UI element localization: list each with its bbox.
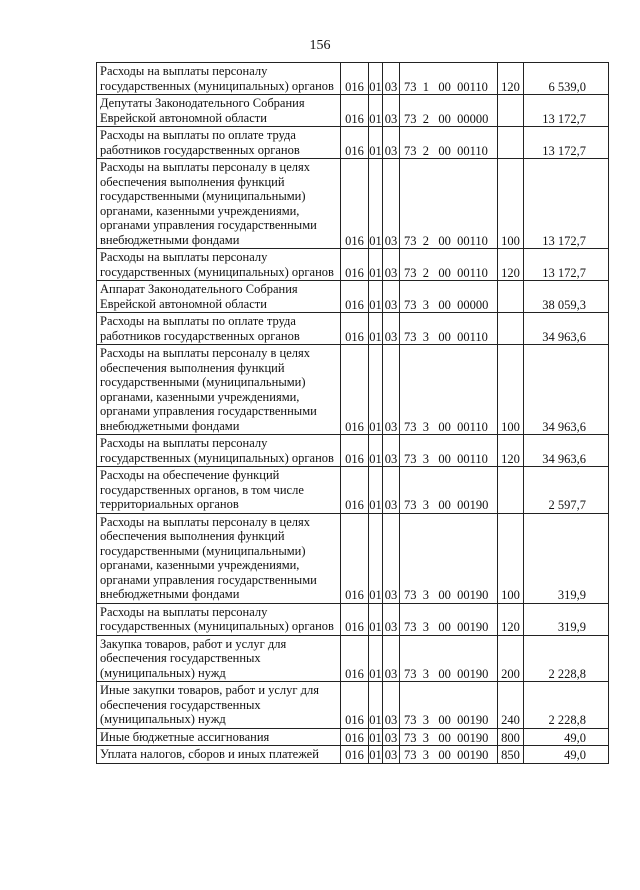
target-article-cell: 73 3 00 00190 [400,746,498,764]
expense-type-cell [498,313,524,345]
section-code-cell: 01 [369,127,383,159]
section-code-cell: 01 [369,249,383,281]
ved-code-cell: 016 [341,603,369,635]
subsection-code-cell: 03 [383,127,400,159]
subsection-code-cell: 03 [383,313,400,345]
amount-cell: 2 228,8 [524,682,609,729]
subsection-code-cell: 03 [383,345,400,435]
expense-type-cell: 100 [498,345,524,435]
subsection-code-cell: 03 [383,746,400,764]
expense-type-cell: 240 [498,682,524,729]
expense-type-cell: 100 [498,159,524,249]
target-article-cell: 73 3 00 00110 [400,435,498,467]
section-code-cell: 01 [369,467,383,514]
subsection-code-cell: 03 [383,635,400,682]
row-name-cell: Расходы на выплаты персоналу государственных (муниципальных) органов [97,435,341,467]
section-code-cell: 01 [369,682,383,729]
ved-code-cell: 016 [341,682,369,729]
row-name-cell: Расходы на выплаты по оплате труда работников государственных органов [97,127,341,159]
table-row [97,159,609,249]
section-code-cell: 01 [369,313,383,345]
table-row [97,249,609,281]
ved-code-cell: 016 [341,281,369,313]
subsection-code-cell: 03 [383,467,400,514]
table-row [97,682,609,729]
target-article-cell: 73 2 00 00110 [400,159,498,249]
row-name-cell: Расходы на выплаты персоналу в целях обеспечения выполнения функций государственными (муниципальными) органами, казенными учреждениями, органами управления государственными внебюджетными фондами [97,159,341,249]
row-name-cell: Аппарат Законодательного Собрания Еврейской автономной области [97,281,341,313]
expense-type-cell [498,127,524,159]
section-code-cell: 01 [369,281,383,313]
budget-table [96,62,609,764]
amount-cell: 13 172,7 [524,159,609,249]
expense-type-cell: 200 [498,635,524,682]
ved-code-cell: 016 [341,345,369,435]
table-row [97,513,609,603]
amount-cell: 319,9 [524,603,609,635]
row-name-cell: Расходы на выплаты персоналу в целях обеспечения выполнения функций государственными (муниципальными) органами, казенными учреждениями, органами управления государственными внебюджетными фондами [97,513,341,603]
section-code-cell: 01 [369,513,383,603]
row-name-cell: Расходы на выплаты персоналу государственных (муниципальных) органов [97,249,341,281]
amount-cell: 319,9 [524,513,609,603]
amount-cell: 2 228,8 [524,635,609,682]
target-article-cell: 73 3 00 00110 [400,345,498,435]
section-code-cell: 01 [369,63,383,95]
amount-cell: 6 539,0 [524,63,609,95]
table-row [97,467,609,514]
expense-type-cell: 120 [498,603,524,635]
section-code-cell: 01 [369,635,383,682]
subsection-code-cell: 03 [383,603,400,635]
ved-code-cell: 016 [341,95,369,127]
table-row [97,345,609,435]
table-row [97,281,609,313]
expense-type-cell: 120 [498,63,524,95]
ved-code-cell: 016 [341,513,369,603]
subsection-code-cell: 03 [383,513,400,603]
subsection-code-cell: 03 [383,682,400,729]
ved-code-cell: 016 [341,635,369,682]
expense-type-cell: 850 [498,746,524,764]
amount-cell: 13 172,7 [524,95,609,127]
table-row [97,635,609,682]
section-code-cell: 01 [369,728,383,746]
ved-code-cell: 016 [341,728,369,746]
row-name-cell: Депутаты Законодательного Собрания Еврейской автономной области [97,95,341,127]
expense-type-cell [498,95,524,127]
page-number: 156 [309,38,331,53]
table-row [97,313,609,345]
row-name-cell: Закупка товаров, работ и услуг для обеспечения государственных (муниципальных) нужд [97,635,341,682]
target-article-cell: 73 3 00 00110 [400,313,498,345]
row-name-cell: Расходы на выплаты персоналу государственных (муниципальных) органов [97,63,341,95]
ved-code-cell: 016 [341,435,369,467]
ved-code-cell: 016 [341,249,369,281]
expense-type-cell [498,281,524,313]
ved-code-cell: 016 [341,313,369,345]
ved-code-cell: 016 [341,127,369,159]
row-name-cell: Расходы на выплаты персоналу государственных (муниципальных) органов [97,603,341,635]
amount-cell: 13 172,7 [524,249,609,281]
row-name-cell: Расходы на выплаты персоналу в целях обеспечения выполнения функций государственными (муниципальными) органами, казенными учреждениями, органами управления государственными внебюджетными фондами [97,345,341,435]
section-code-cell: 01 [369,159,383,249]
amount-cell: 34 963,6 [524,345,609,435]
section-code-cell: 01 [369,603,383,635]
target-article-cell: 73 3 00 00000 [400,281,498,313]
target-article-cell: 73 3 00 00190 [400,513,498,603]
amount-cell: 34 963,6 [524,313,609,345]
target-article-cell: 73 2 00 00110 [400,127,498,159]
table-row [97,435,609,467]
table-row [97,746,609,764]
subsection-code-cell: 03 [383,249,400,281]
ved-code-cell: 016 [341,746,369,764]
table-row [97,127,609,159]
table-row [97,63,609,95]
expense-type-cell: 100 [498,513,524,603]
row-name-cell: Иные закупки товаров, работ и услуг для обеспечения государственных (муниципальных) нужд [97,682,341,729]
target-article-cell: 73 2 00 00000 [400,95,498,127]
ved-code-cell: 016 [341,159,369,249]
amount-cell: 2 597,7 [524,467,609,514]
expense-type-cell: 120 [498,435,524,467]
amount-cell: 49,0 [524,746,609,764]
amount-cell: 49,0 [524,728,609,746]
expense-type-cell: 120 [498,249,524,281]
amount-cell: 38 059,3 [524,281,609,313]
subsection-code-cell: 03 [383,281,400,313]
section-code-cell: 01 [369,435,383,467]
section-code-cell: 01 [369,345,383,435]
row-name-cell: Расходы на выплаты по оплате труда работников государственных органов [97,313,341,345]
section-code-cell: 01 [369,95,383,127]
target-article-cell: 73 3 00 00190 [400,728,498,746]
subsection-code-cell: 03 [383,159,400,249]
amount-cell: 13 172,7 [524,127,609,159]
table-body [97,63,609,764]
table-row [97,603,609,635]
expense-type-cell: 800 [498,728,524,746]
subsection-code-cell: 03 [383,728,400,746]
row-name-cell: Уплата налогов, сборов и иных платежей [97,746,341,764]
section-code-cell: 01 [369,746,383,764]
target-article-cell: 73 2 00 00110 [400,249,498,281]
table-row [97,728,609,746]
subsection-code-cell: 03 [383,435,400,467]
target-article-cell: 73 1 00 00110 [400,63,498,95]
amount-cell: 34 963,6 [524,435,609,467]
subsection-code-cell: 03 [383,95,400,127]
ved-code-cell: 016 [341,63,369,95]
expense-type-cell [498,467,524,514]
target-article-cell: 73 3 00 00190 [400,603,498,635]
subsection-code-cell: 03 [383,63,400,95]
target-article-cell: 73 3 00 00190 [400,467,498,514]
ved-code-cell: 016 [341,467,369,514]
row-name-cell: Расходы на обеспечение функций государственных органов, в том числе территориальных органов [97,467,341,514]
target-article-cell: 73 3 00 00190 [400,682,498,729]
target-article-cell: 73 3 00 00190 [400,635,498,682]
row-name-cell: Иные бюджетные ассигнования [97,728,341,746]
table-row [97,95,609,127]
